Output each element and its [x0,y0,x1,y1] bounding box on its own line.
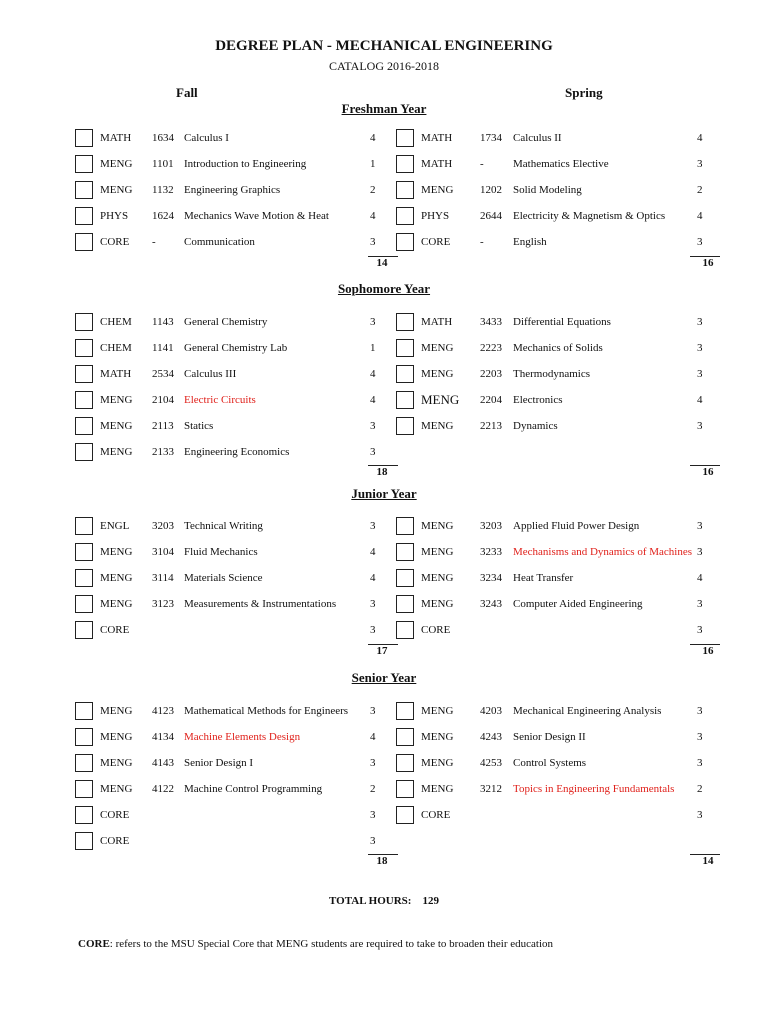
course-hours: 4 [370,367,376,380]
spring-semester-total: 14 [702,855,714,868]
course-number: 3123 [152,597,174,610]
course-subject: MENG [421,545,454,558]
course-subject: MENG [421,597,454,610]
course-subject: CORE [421,808,451,821]
spring-semester-total: 16 [702,466,714,479]
course-subject: CHEM [100,341,132,354]
core-footnote-text: : refers to the MSU Special Core that MENG students are required to take to broaden their education [109,938,554,950]
course-hours: 3 [697,367,703,380]
course-subject: MENG [100,419,133,432]
course-title: Topics in Engineering Fundamentals [513,782,675,795]
year-heading: Senior Year [351,670,417,685]
course-title: Statics [184,419,214,432]
course-subject: MENG [100,571,133,584]
course-number: 2644 [480,209,502,222]
course-title: Calculus III [184,367,237,380]
course-number: 2133 [152,445,174,458]
course-number: 4203 [480,705,502,717]
completion-checkbox[interactable] [396,129,414,147]
course-title: Introduction to Engineering [184,157,307,170]
fall-course-row [0,831,768,851]
course-subject: MENG [100,782,133,795]
course-hours: 3 [697,705,703,717]
course-subject: MENG [421,367,454,380]
course-title: Electricity & Magnetism & Optics [513,209,666,222]
course-number: 3212 [480,782,502,795]
course-hours: 4 [697,132,703,144]
completion-checkbox[interactable] [396,181,414,199]
course-hours: 3 [697,341,703,354]
course-title: General Chemistry [184,316,268,328]
course-title: Applied Fluid Power Design [513,520,640,532]
course-subject: MENG [100,445,133,458]
course-hours: 4 [697,571,703,584]
course-subject: MENG [421,730,454,743]
course-subject: MENG [100,705,133,717]
page-title: DEGREE PLAN - MECHANICAL ENGINEERING [215,38,553,54]
course-subject: CORE [100,623,130,636]
course-title: Heat Transfer [513,571,574,584]
course-hours: 4 [697,209,703,222]
course-hours: 3 [370,235,376,248]
spring-course-row [0,594,768,614]
course-number: 1141 [152,341,174,354]
course-subject: MENG [100,183,133,196]
course-title: Machine Control Programming [184,782,323,795]
course-title: Senior Design II [513,730,586,743]
spring-course-row [0,516,768,536]
course-hours: 3 [697,316,703,328]
spring-course-row [0,701,768,721]
completion-checkbox[interactable] [396,517,414,535]
course-hours: 4 [370,209,376,222]
course-hours: 3 [697,520,703,532]
course-number: - [480,235,484,248]
spring-course-row [0,727,768,747]
course-subject: MENG [100,393,133,406]
catalog-subtitle: CATALOG 2016-2018 [328,59,440,73]
course-subject: CORE [421,235,451,248]
course-hours: 3 [370,834,376,847]
course-number: 4253 [480,756,502,769]
course-title: Differential Equations [513,316,611,328]
course-hours: 3 [697,157,703,170]
course-subject: ENGL [100,520,130,532]
course-number: - [152,235,156,248]
completion-checkbox[interactable] [396,313,414,331]
course-hours: 1 [370,157,376,170]
course-title: Engineering Graphics [184,183,281,196]
course-number: 3203 [152,520,174,532]
course-hours: 3 [697,545,703,558]
course-number: - [480,157,484,170]
course-title: Mechanics Wave Motion & Heat [184,209,329,222]
course-hours: 4 [370,393,376,406]
course-subject: MATH [421,316,453,328]
year-heading: Freshman Year [341,101,427,116]
course-title: Mathematics Elective [513,157,609,170]
course-number: 1202 [480,183,502,196]
course-number: 3203 [480,520,502,532]
completion-checkbox[interactable] [396,780,414,798]
course-number: 1132 [152,183,174,196]
course-title: Technical Writing [184,520,263,532]
spring-course-row [0,753,768,773]
course-number: 2104 [152,393,174,406]
completion-checkbox[interactable] [396,207,414,225]
course-subject: MENG [421,183,454,196]
course-hours: 1 [370,341,376,354]
total-hours-value: 129 [422,895,439,907]
course-hours: 3 [697,808,703,821]
course-subject: MENG [421,756,454,769]
course-hours: 3 [697,419,703,432]
course-number: 4134 [152,730,174,743]
course-number: 1734 [480,132,502,144]
course-title: Mechanics of Solids [513,341,603,354]
course-number: 2113 [152,419,174,432]
course-hours: 3 [697,623,703,636]
course-hours: 3 [370,756,376,769]
course-subject: CORE [100,834,130,847]
course-hours: 3 [370,419,376,432]
course-title: Communication [184,235,255,248]
course-title: Mechanisms and Dynamics of Machines [513,545,693,558]
completion-checkbox[interactable] [396,339,414,357]
year-heading: Sophomore Year [337,281,431,296]
core-footnote-term: CORE [78,938,110,950]
course-subject: CORE [421,623,451,636]
course-subject: CHEM [100,316,132,328]
course-title: Engineering Economics [184,445,290,458]
course-number: 1624 [152,209,174,222]
spring-course-row [0,232,768,252]
course-number: 1634 [152,132,174,144]
course-title: Control Systems [513,756,587,769]
course-hours: 2 [370,782,376,795]
course-title: Mathematical Methods for Engineers [184,705,349,717]
course-subject: MENG [100,730,133,743]
course-number: 3114 [152,571,174,584]
course-hours: 2 [697,782,703,795]
completion-checkbox[interactable] [396,155,414,173]
completion-checkbox[interactable] [396,702,414,720]
completion-checkbox[interactable] [396,754,414,772]
course-title: Solid Modeling [513,183,582,196]
course-subject: MATH [421,132,453,144]
fall-course-row [0,442,768,462]
course-hours: 3 [697,235,703,248]
course-hours: 3 [370,623,376,636]
course-hours: 4 [370,132,376,144]
spring-course-row [0,542,768,562]
course-hours: 3 [697,730,703,743]
course-number: 2204 [480,393,502,406]
completion-checkbox[interactable] [396,417,414,435]
spring-course-row [0,128,768,148]
course-hours: 3 [370,520,376,532]
course-title: Fluid Mechanics [184,545,258,558]
total-hours [0,895,768,907]
course-subject: MENG [421,520,454,532]
completion-checkbox[interactable] [396,806,414,824]
course-hours: 3 [370,445,376,458]
course-title: Thermodynamics [513,367,590,380]
course-title: Dynamics [513,419,558,432]
course-number: 1143 [152,316,174,328]
completion-checkbox[interactable] [396,391,414,409]
spring-course-row [0,364,768,384]
course-title: General Chemistry Lab [184,341,288,354]
course-subject: PHYS [421,209,450,222]
course-title: Calculus II [513,132,562,144]
course-subject: MENG [100,756,133,769]
completion-checkbox[interactable] [396,365,414,383]
course-hours: 4 [697,393,703,406]
core-footnote [78,938,553,950]
spring-course-row [0,416,768,436]
fall-column-heading: Fall [176,85,198,100]
course-number: 3433 [480,316,502,328]
course-subject: MENG [421,391,460,407]
course-subject: MATH [100,367,132,380]
spring-course-row [0,779,768,799]
fall-semester-total: 17 [376,644,388,657]
completion-checkbox[interactable] [75,832,93,850]
course-title: Electronics [513,393,563,406]
course-hours: 4 [370,730,376,743]
spring-course-row [0,206,768,226]
course-title: Machine Elements Design [184,730,301,743]
course-hours: 3 [370,808,376,821]
course-hours: 3 [370,705,376,717]
fall-semester-total: 18 [376,855,388,868]
completion-checkbox[interactable] [396,569,414,587]
fall-semester-total: 18 [376,466,388,479]
spring-course-row [0,180,768,200]
course-hours: 3 [697,756,703,769]
course-title: English [513,235,547,248]
course-number: 4243 [480,730,502,743]
course-number: 1101 [152,157,174,170]
spring-course-row [0,568,768,588]
course-subject: MATH [100,132,132,144]
course-subject: MENG [421,705,454,717]
course-title: Measurements & Instrumentations [184,597,337,610]
course-hours: 2 [370,183,376,196]
course-title: Senior Design I [184,756,254,769]
course-number: 2534 [152,367,174,380]
course-title: Calculus I [184,132,229,144]
course-number: 4122 [152,782,174,795]
course-title: Electric Circuits [184,393,256,406]
spring-course-row [0,312,768,332]
course-hours: 2 [697,183,703,196]
course-subject: MATH [421,157,453,170]
course-subject: MENG [421,782,454,795]
spring-column-heading: Spring [565,85,603,100]
course-subject: MENG [100,545,133,558]
course-hours: 3 [370,597,376,610]
course-number: 3234 [480,571,502,584]
course-subject: MENG [100,597,133,610]
course-subject: MENG [421,571,454,584]
completion-checkbox[interactable] [396,621,414,639]
completion-checkbox[interactable] [396,543,414,561]
course-number: 2203 [480,367,502,380]
course-subject: CORE [100,808,130,821]
year-heading: Junior Year [351,486,417,501]
fall-semester-total: 14 [376,256,388,269]
spring-course-row [0,338,768,358]
course-number: 4123 [152,705,174,717]
course-title: Computer Aided Engineering [513,597,643,610]
completion-checkbox[interactable] [396,233,414,251]
course-subject: PHYS [100,209,129,222]
course-number: 3104 [152,545,174,558]
course-hours: 4 [370,571,376,584]
course-hours: 3 [370,316,376,328]
course-number: 2213 [480,419,502,432]
course-subject: CORE [100,235,130,248]
course-number: 3243 [480,597,502,610]
course-subject: MENG [421,419,454,432]
course-title: Mechanical Engineering Analysis [513,705,662,717]
course-title: Materials Science [184,571,263,584]
course-subject: MENG [100,157,133,170]
spring-course-row [0,805,768,825]
spring-course-row [0,390,768,410]
course-number: 2223 [480,341,502,354]
completion-checkbox[interactable] [396,595,414,613]
course-number: 3233 [480,545,502,558]
completion-checkbox[interactable] [75,443,93,461]
spring-course-row [0,620,768,640]
spring-course-row [0,154,768,174]
course-hours: 4 [370,545,376,558]
course-hours: 3 [697,597,703,610]
completion-checkbox[interactable] [396,728,414,746]
total-hours-label: TOTAL HOURS: [329,895,412,907]
course-subject: MENG [421,341,454,354]
spring-semester-total: 16 [702,644,714,657]
course-number: 4143 [152,756,174,769]
spring-semester-total: 16 [702,256,714,269]
